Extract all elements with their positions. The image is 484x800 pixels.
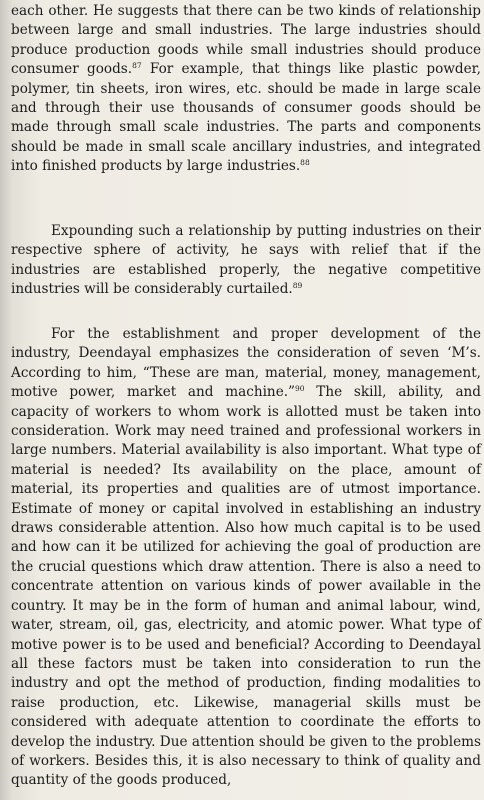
paragraph-text: each other. He suggests that there can be two kinds of relationship between large and small industries. The large industries should produce production goods while small industries should produce consumer goods.	[11, 3, 481, 78]
paragraph-text: For example, that things like plastic powder, polymer, tin sheets, iron wires, etc. should be made in large scale and through their use thousands of consumer goods should be made through small scale industries. The parts and components should be made in small scale ancillary industries, and integrated into finished products by large industries.	[11, 61, 481, 175]
footnote-ref-88: 88	[300, 158, 310, 168]
footnote-ref-90: 90	[295, 384, 305, 394]
footnote-ref-89: 89	[292, 281, 303, 291]
paragraph-text: For the establishment and proper development of the industry, Deendayal emphasizes the consideration of seven ‘M’s. According to him, “These are man, material, money, management, motive power, market and machine.”	[11, 326, 481, 401]
paragraph-text: The skill, ability, and capacity of workers to whom work is allotted must be taken into consideration. Work may need trained and professional workers in large numbers. Material availability is also important. What type of material is needed? Its availability on the place, amount of material, its properties and qualities are of utmost importance. Estimate of money or capital involved in establishing an industry draws considerable attention. Also how much capital is to be used and how can it be utilized for achieving the goal of production are the crucial questions which draw attention. There is also a need to concentrate attention on various kinds of power available in the country. It may be in the form of human and animal labour, wind, water, stream, oil, gas, electricity, and atomic power. What type of motive power is to be used and beneficial? According to Deendayal all these factors must be taken into consideration to run the industry and opt the method of production, finding modalities to raise production, etc. Likewise, managerial skills must be considered with adequate attention to coordinate the efforts to develop the industry. Due attention should be given to the problems of workers. Besides this, it is also necessary to think of quality and quantity of the goods produced,	[11, 384, 481, 789]
footnote-ref-87: 87	[132, 61, 142, 71]
paragraph-large-small-industries	[11, 2, 481, 177]
paragraph-expounding	[11, 222, 481, 300]
paragraph-seven-ms	[11, 325, 481, 791]
paragraph-text: Expounding such a relationship by putting industries on their respective sphere of activity, he says with relief that if the industries are established properly, the negative competitive industries will be considerably curtailed.	[11, 223, 481, 298]
